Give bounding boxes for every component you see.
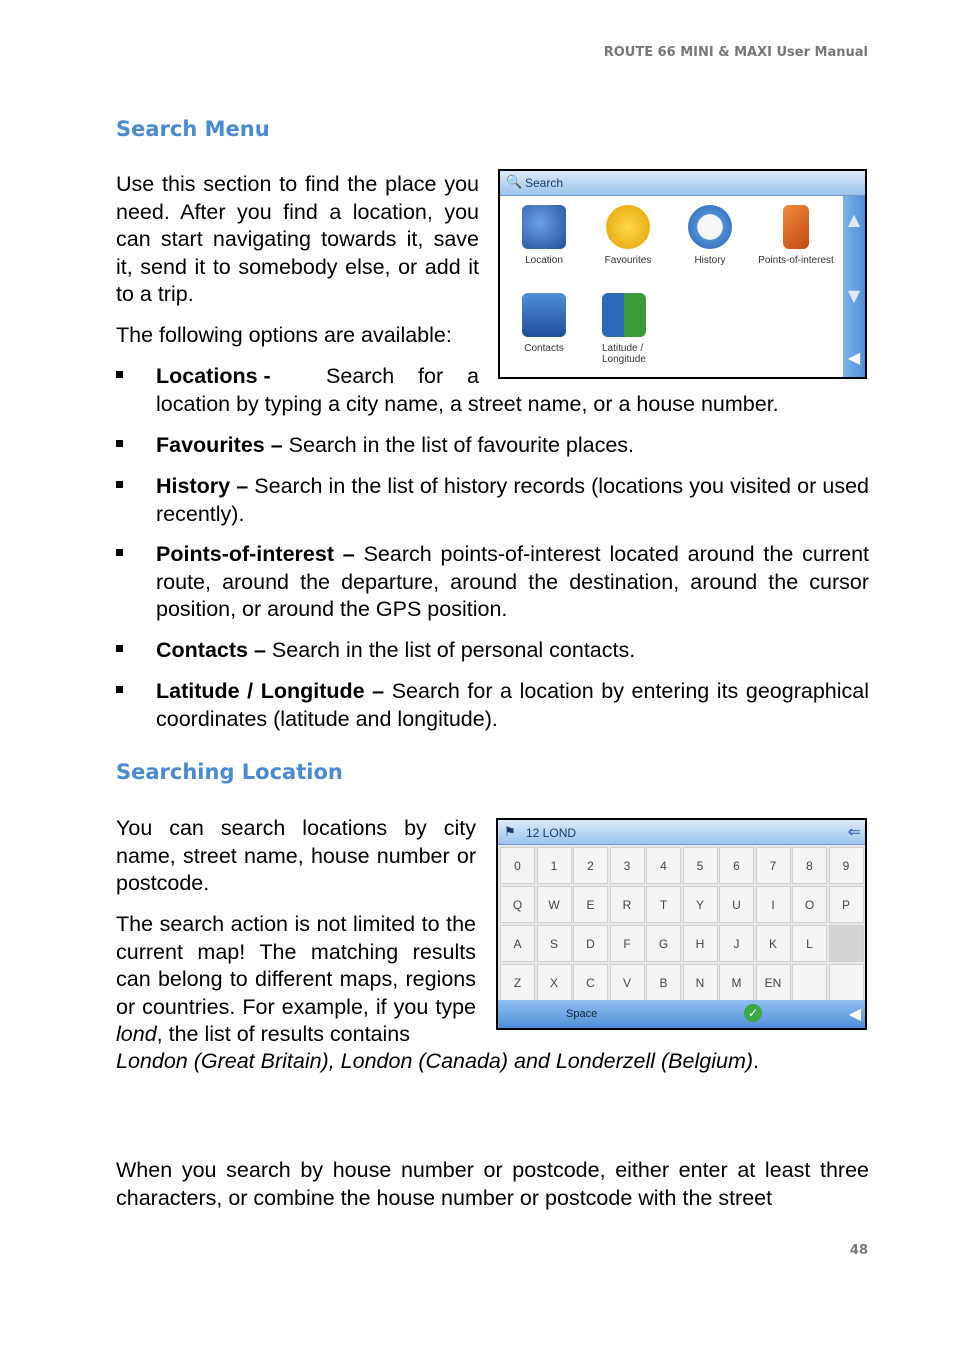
keyboard-key[interactable]: D — [573, 925, 608, 962]
keyboard-key[interactable]: 4 — [646, 847, 681, 884]
bullet-text: Search in the list of personal contacts. — [265, 638, 636, 662]
keyboard-key[interactable]: V — [610, 964, 645, 1001]
search-paragraph-3: When you search by house number or postcode, either enter at least three characters, or combine the house number or postcode with the street — [116, 1158, 869, 1210]
flag-icon: ⚑ — [504, 824, 516, 839]
running-header: ROUTE 66 MINI & MAXI User Manual — [603, 45, 868, 60]
people-icon — [522, 205, 566, 249]
search-title: Search — [525, 176, 564, 190]
bullet-continuation: location by typing a city name, a street name, or a house number. — [156, 392, 779, 416]
bullet-term: Favourites – — [156, 433, 283, 457]
section-title-search-menu: Search Menu — [116, 117, 270, 141]
contacts-icon — [522, 293, 566, 337]
keyboard-key[interactable]: E — [573, 886, 608, 923]
keyboard-key[interactable] — [792, 964, 827, 1001]
section-title-searching-location: Searching Location — [116, 760, 343, 784]
keyboard-key[interactable]: 5 — [683, 847, 718, 884]
keyboard-input-value[interactable]: 12 LOND — [526, 826, 577, 840]
bullet-icon — [116, 481, 123, 488]
p2-example: lond — [116, 1022, 157, 1046]
keyboard-key[interactable]: Q — [500, 886, 535, 923]
tile-history[interactable] — [670, 205, 750, 266]
keyboard-key[interactable]: M — [719, 964, 754, 1001]
tile-label: Location — [525, 255, 563, 266]
keyboard-key[interactable]: G — [646, 925, 681, 962]
keyboard-key[interactable]: X — [537, 964, 572, 1001]
p2-text: The search action is not limited to the current map! The matching results can belong to different maps, regions or countries. For example, if you type — [116, 912, 476, 1019]
keyboard-key[interactable]: 0 — [500, 847, 535, 884]
keyboard-key[interactable]: R — [610, 886, 645, 923]
keyboard-bottom-bar — [498, 1000, 865, 1028]
bullet-term: Latitude / Longitude – — [156, 679, 385, 703]
page-number: 48 — [849, 1243, 868, 1258]
star-icon — [606, 205, 650, 249]
bullet-term: History – — [156, 474, 249, 498]
keyboard-key[interactable]: 3 — [610, 847, 645, 884]
keyboard-key[interactable]: K — [756, 925, 791, 962]
options-lead: The following options are available: — [116, 323, 452, 347]
keyboard-key[interactable]: C — [573, 964, 608, 1001]
search-icon: 🔍 — [506, 174, 523, 189]
keyboard-key[interactable]: U — [719, 886, 754, 923]
tile-contacts[interactable] — [504, 293, 584, 354]
keyboard-key[interactable]: B — [646, 964, 681, 1001]
backspace-icon[interactable]: ⇐ — [847, 824, 861, 841]
bullet-text: Search points-of-interest located around the current route, around the departure, around the destination, around the cursor position, or around the GPS position. — [156, 542, 870, 621]
keyboard-key[interactable]: 7 — [756, 847, 791, 884]
bullet-icon — [116, 645, 123, 652]
search-paragraph-2-cont — [116, 1048, 869, 1076]
list-item — [156, 541, 869, 624]
bullet-text-part: Search for a — [326, 364, 479, 388]
scroll-up-icon[interactable]: ▲ — [847, 210, 861, 229]
intro-paragraph: Use this section to find the place you need. After you find a location, you can start navigating towards it, save it, send it to somebody else, or add it to a trip. — [116, 172, 479, 306]
tile-label: Longitude — [602, 354, 646, 365]
keyboard-key[interactable]: J — [719, 925, 754, 962]
keyboard-key[interactable]: 6 — [719, 847, 754, 884]
keyboard-key[interactable]: 1 — [537, 847, 572, 884]
tile-favourites[interactable] — [588, 205, 668, 266]
bullet-term: Contacts – — [156, 638, 266, 662]
keyboard-key[interactable] — [829, 964, 864, 1001]
keyboard-key[interactable]: Z — [500, 964, 535, 1001]
bullet-text: Search in the list of favourite places. — [282, 433, 635, 457]
keyboard-key[interactable]: T — [646, 886, 681, 923]
list-item — [156, 678, 869, 733]
keyboard-key[interactable]: H — [683, 925, 718, 962]
keyboard-key[interactable]: I — [756, 886, 791, 923]
p2-results: London (Great Britain), London (Canada) and Londerzell (Belgium) — [116, 1049, 754, 1073]
confirm-check-icon[interactable]: ✓ — [744, 1004, 762, 1022]
search-titlebar — [500, 171, 865, 196]
clock-icon — [688, 205, 732, 249]
bullet-term: Locations - — [156, 364, 271, 388]
keyboard-key[interactable]: O — [792, 886, 827, 923]
back-arrow-icon[interactable]: ◀ — [847, 348, 861, 367]
keyboard-key[interactable]: A — [500, 925, 535, 962]
space-key[interactable]: Space — [566, 1008, 598, 1020]
keyboard-key[interactable]: 2 — [573, 847, 608, 884]
keyboard-key[interactable]: F — [610, 925, 645, 962]
tile-label: Contacts — [524, 343, 564, 354]
tile-label: Points-of-interest — [758, 255, 834, 266]
bullet-icon — [116, 549, 123, 556]
tile-label: Favourites — [604, 255, 652, 266]
list-item — [156, 363, 479, 391]
keyboard-key[interactable]: P — [829, 886, 864, 923]
back-arrow-icon[interactable]: ◀ — [848, 1004, 861, 1023]
keyboard-key[interactable]: 9 — [829, 847, 864, 884]
search-paragraph-1: You can search locations by city name, street name, house number or postcode. — [116, 816, 476, 895]
tile-poi[interactable] — [752, 205, 840, 266]
keyboard-key[interactable]: Y — [683, 886, 718, 923]
scroll-down-icon[interactable]: ▼ — [847, 286, 861, 305]
tile-label: History — [694, 255, 726, 266]
scrollbar[interactable] — [843, 196, 865, 377]
search-menu-screenshot — [498, 169, 867, 379]
keyboard-key[interactable]: N — [683, 964, 718, 1001]
p2-text: , the list of results contains — [156, 1022, 410, 1046]
keyboard-key[interactable]: S — [537, 925, 572, 962]
list-item — [156, 637, 869, 665]
keyboard-key[interactable]: L — [792, 925, 827, 962]
bullet-text: Search for a location by entering its geographical coordinates (latitude and longitude). — [156, 679, 869, 731]
tile-lat-long[interactable] — [588, 293, 682, 365]
map-target-icon — [602, 293, 646, 337]
keyboard-key[interactable]: W — [537, 886, 572, 923]
tile-label: Latitude / — [602, 343, 644, 354]
keyboard-key[interactable]: 8 — [792, 847, 827, 884]
bullet-icon — [116, 686, 123, 693]
keyboard-screenshot — [496, 818, 867, 1030]
bullet-text: Search in the list of history records (locations you visited or used recently). — [156, 474, 869, 526]
search-paragraph-2 — [116, 911, 476, 1051]
p2-text: . — [753, 1049, 759, 1073]
bullet-term: Points-of-interest – — [156, 542, 355, 566]
list-item — [156, 473, 869, 528]
bullet-icon — [116, 440, 123, 447]
pushpin-icon — [783, 205, 809, 249]
bullet-icon — [116, 371, 123, 378]
keyboard-key[interactable]: EN — [756, 964, 791, 1001]
keyboard-input-bar — [498, 820, 865, 845]
keyboard-key[interactable] — [829, 925, 864, 962]
list-item — [156, 432, 869, 460]
tile-location[interactable] — [504, 205, 584, 266]
